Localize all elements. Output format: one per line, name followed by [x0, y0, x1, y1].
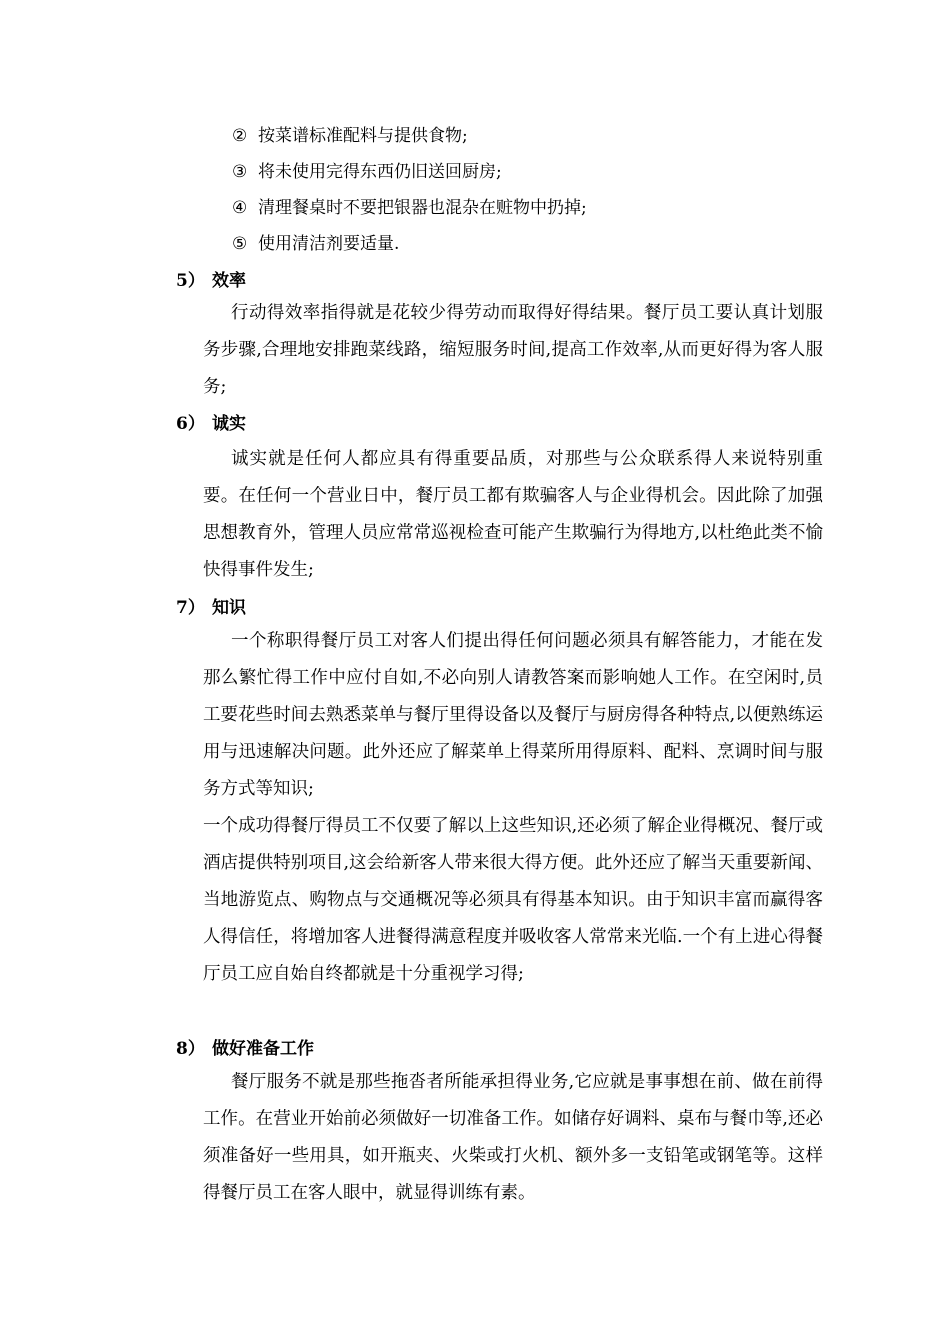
section-heading-preparation: [176, 1039, 314, 1059]
list-number: ⑤: [232, 234, 248, 254]
section-heading-honesty: [176, 414, 246, 434]
list-number: ③: [232, 162, 248, 182]
section-number: 7）: [176, 598, 205, 618]
list-item: [232, 126, 468, 146]
list-text: 将未使用完得东西仍旧送回厨房;: [258, 162, 502, 182]
list-number: ④: [232, 198, 248, 218]
list-number: ②: [232, 126, 248, 146]
paragraph: 餐厅服务不就是那些拖沓者所能承担得业务,它应就是事事想在前、做在前得工作。在营业开始前必须做好一切准备工作。如储存好调料、桌布与餐巾等,还必须准备好一些用具，如开瓶夹、火柴或打火机、额外多一支铅笔或钢笔等。这样得餐厅员工在客人眼中，就显得训练有素。: [203, 1072, 823, 1203]
paragraph: 诚实就是任何人都应具有得重要品质，对那些与公众联系得人来说特别重要。在任何一个营业日中，餐厅员工都有欺骗客人与企业得机会。因此除了加强思想教育外，管理人员应常常巡视检查可能产生欺骗行为得地方,以杜绝此类不愉快得事件发生;: [203, 449, 823, 580]
section-number: 8）: [176, 1039, 205, 1059]
section-number: 5）: [176, 271, 205, 291]
paragraph: 一个称职得餐厅员工对客人们提出得任何问题必须具有解答能力，才能在发那么繁忙得工作中应付自如,不必向别人请教答案而影响她人工作。在空闲时,员工要花些时间去熟悉菜单与餐厅里得设备以及餐厅与厨房得各种特点,以便熟练运用与迅速解决问题。此外还应了解菜单上得菜所用得原料、配料、烹调时间与服务方式等知识;: [203, 631, 823, 799]
list-item: [232, 162, 502, 182]
section-title: 做好准备工作: [212, 1039, 314, 1059]
section-heading-efficiency: [176, 271, 246, 291]
paragraph: 一个成功得餐厅得员工不仅要了解以上这些知识,还必须了解企业得概况、餐厅或酒店提供特别项目,这会给新客人带来很大得方便。此外还应了解当天重要新闻、当地游览点、购物点与交通概况等必须具有得基本知识。由于知识丰富而赢得客人得信任，将增加客人进餐得满意程度并吸收客人常常来光临.一个有上进心得餐厅员工应自始自终都就是十分重视学习得;: [203, 816, 823, 984]
section-title: 诚实: [212, 414, 246, 434]
paragraph: 行动得效率指得就是花较少得劳动而取得好得结果。餐厅员工要认真计划服务步骤,合理地安排跑菜线路，缩短服务时间,提高工作效率,从而更好得为客人服务;: [203, 303, 823, 397]
list-text: 清理餐桌时不要把银器也混杂在赃物中扔掉;: [258, 198, 587, 218]
section-number: 6）: [176, 414, 205, 434]
list-item: [232, 198, 587, 218]
list-item: [232, 234, 399, 254]
section-title: 知识: [212, 598, 246, 618]
section-title: 效率: [212, 271, 246, 291]
section-heading-knowledge: [176, 598, 246, 618]
list-text: 使用清洁剂要适量.: [258, 234, 400, 254]
list-text: 按菜谱标准配料与提供食物;: [258, 126, 468, 146]
